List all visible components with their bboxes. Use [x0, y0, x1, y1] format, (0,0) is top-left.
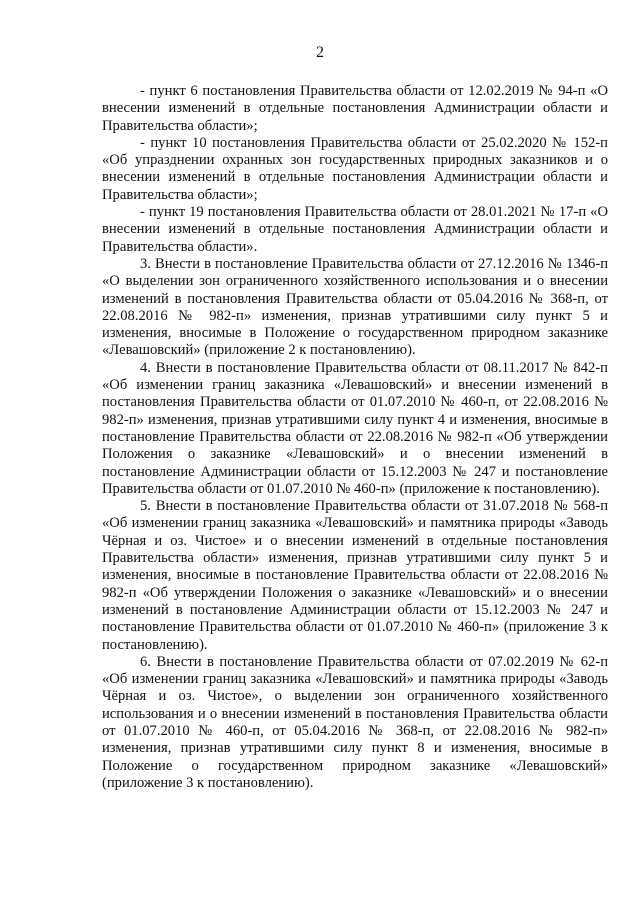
paragraph-5: 5. Внести в постановление Правительства области от 31.07.2018 № 568-п «Об изменении границ заказника «Левашовский» и памятника природы «Заводь Чёрная и оз. Чистое» и о внесении изменений в отдельные постановления Правительства области» изменения, признав утратившими силу пункт 5 и изменения, вносимые в постановление Правительства области от 22.08.2016 № 982-п «Об утверждении Положения о заказнике «Левашовский» и о внесении изменений в постановление Администрации области от 15.12.2003 № 247 и постановление Правительства области от 01.07.2010 № 460-п» (приложение 3 к постановлению). — [102, 498, 608, 653]
list-item-punkt-19: - пункт 19 постановления Правительства области от 28.01.2021 № 17-п «О внесении изменений в отдельные постановления Администрации области и Правительства области». — [102, 204, 608, 255]
paragraph-4: 4. Внести в постановление Правительства области от 08.11.2017 № 842-п «Об изменении границ заказника «Левашовский» и внесении изменений в постановления Правительства области от 01.07.2010 № 460-п, от 22.08.2016 № 982-п» изменения, признав утратившими силу пункт 4 и изменения, вносимые в постановление Правительства области от 22.08.2016 № 982-п «Об утверждении Положения о заказнике «Левашовский» и о внесении изменений в постановление Администрации области от 15.12.2003 № 247 и постановление Правительства области от 01.07.2010 № 460-п» (приложение к постановлению). — [102, 359, 608, 497]
page-number: 2 — [316, 44, 324, 61]
paragraph-6: 6. Внести в постановление Правительства области от 07.02.2019 № 62-п «Об изменении границ заказника «Левашовский» и памятника природы «Заводь Чёрная и оз. Чистое», о выделении зон ограниченного хозяйственного использования и о внесении изменений в постановления Правительства области от 01.07.2010 № 460-п, от 05.04.2016 № 368-п, от 22.08.2016 № 982-п» изменения, признав утратившими силу пункт 8 и изменения, вносимые в Положение о государственном природном заказнике «Левашовский» (приложение 3 к постановлению). — [102, 653, 608, 791]
list-item-punkt-6: - пункт 6 постановления Правительства области от 12.02.2019 № 94-п «О внесении изменений в отдельные постановления Администрации области и Правительства области»; — [102, 83, 608, 134]
document-body — [102, 83, 608, 792]
paragraph-3: 3. Внести в постановление Правительства области от 27.12.2016 № 1346-п «О выделении зон ограниченного хозяйственного использования и о внесении изменений в постановления Правительства области от 05.04.2016 № 368-п, от 22.08.2016 № 982-п» изменения, признав утратившими силу пункт 5 и изменения, вносимые в Положение о государственном природном заказнике «Левашовский» (приложение 2 к постановлению). — [102, 255, 608, 359]
list-item-punkt-10: - пункт 10 постановления Правительства области от 25.02.2020 № 152-п «Об упразднении охранных зон государственных природных заказников и о внесении изменений в отдельные постановления Администрации области и Правительства области»; — [102, 134, 608, 203]
